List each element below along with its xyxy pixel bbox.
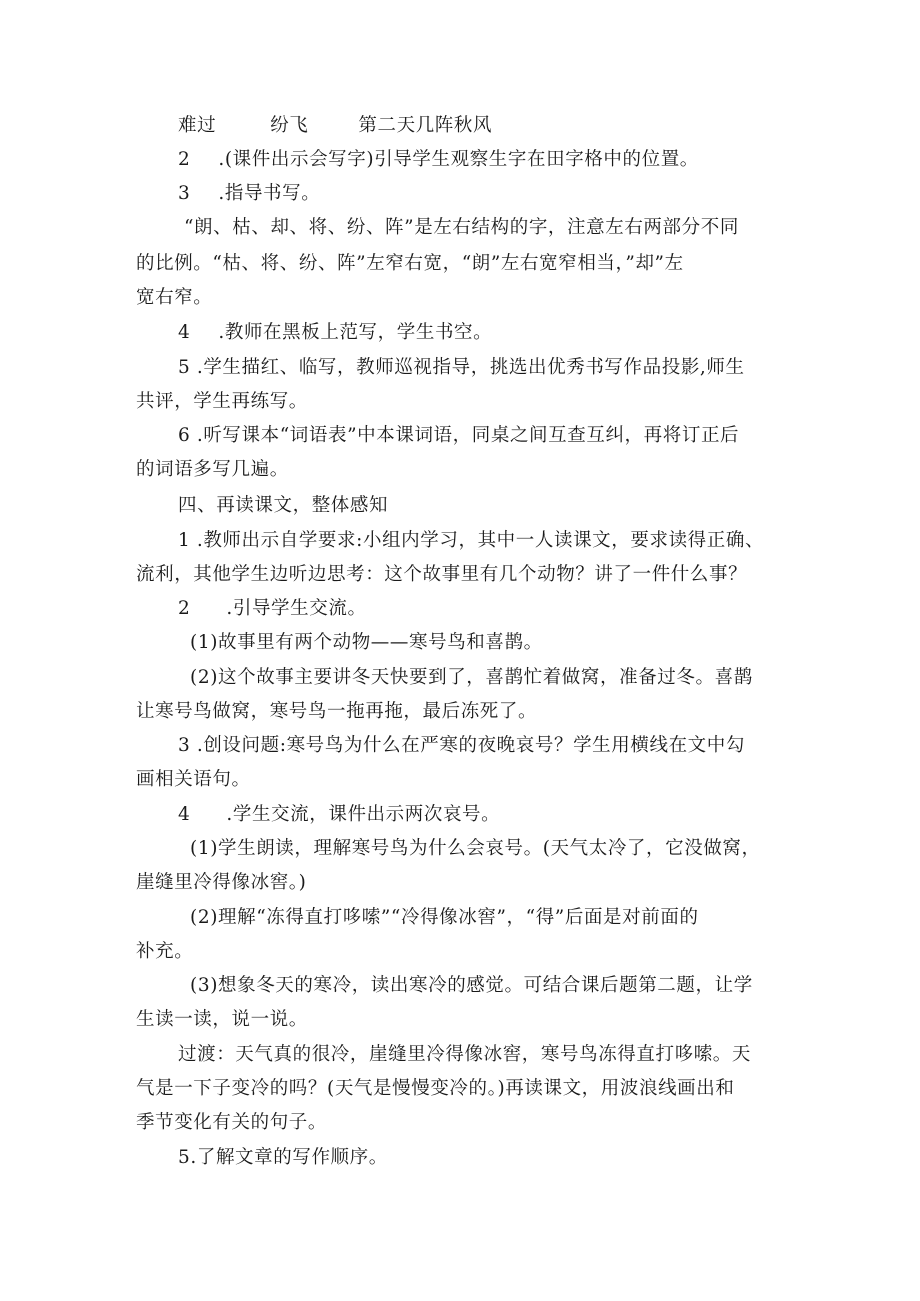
sub-item-line: (3)想象冬天的寒冷，读出寒冷的感觉。可结合课后题第二题，让学 (190, 975, 753, 996)
section-item-1-line: 流利，其他学生边听边思考：这个故事里有几个动物？讲了一件什么事？ (136, 564, 748, 585)
list-text: .(课件出示会写字)引导学生观察生字在田字格中的位置。 (218, 149, 699, 170)
section-heading: 四、再读课文，整体感知 (178, 495, 389, 516)
list-text: .指导书写。 (218, 183, 321, 204)
list-number: 3 (178, 183, 191, 204)
word-fenfei: 纷飞 (270, 115, 309, 136)
list-number: 4 (178, 804, 191, 825)
sub-item-line: 生读一读，说一说。 (136, 1009, 308, 1030)
section-item-4 (178, 803, 500, 827)
transition-line: 过渡：天气真的很冷，崖缝里冷得像冰窖，寒号鸟冻得直打哆嗦。天 (178, 1044, 752, 1065)
section-item-1-line: 1 .教师出示自学要求:小组内学习，其中一人读课文，要求读得正确、 (178, 530, 765, 551)
transition-line: 气是一下子变冷的吗？(天气是慢慢变冷的。)再读课文，用波浪线画出和 (136, 1078, 735, 1099)
sub-item-line: 崖缝里冷得像冰窖。) (136, 872, 307, 893)
word-autumn-wind: 第二天几阵秋风 (358, 115, 493, 136)
list-item-6-line: 的词语多写几遍。 (136, 459, 289, 480)
paragraph-line: 宽右窄。 (136, 287, 213, 308)
sub-item-line: (2)这个故事主要讲冬天快要到了，喜鹊忙着做窝，准备过冬。喜鹊 (190, 667, 753, 688)
list-number: 4 (178, 322, 191, 343)
sub-item-line: (1)学生朗读，理解寒号鸟为什么会哀号。(天气太冷了，它没做窝， (190, 838, 761, 859)
paragraph-line: 的比例。“枯、将、纷、阵”左窄右宽，“朗”左右宽窄相当，”却”左 (136, 253, 684, 274)
list-text: .学生交流，课件出示两次哀号。 (226, 804, 501, 825)
section-item-3-line: 画相关语句。 (136, 769, 251, 790)
sub-item-line: 补充。 (136, 941, 194, 962)
word-line (178, 114, 492, 138)
list-number: 2 (178, 149, 191, 170)
list-item-5-line: 共评，学生再练写。 (136, 391, 308, 412)
section-item-2 (178, 597, 367, 621)
sub-item: (1)故事里有两个动物——寒号鸟和喜鹊。 (190, 632, 543, 653)
list-item-5-line: 5 .学生描红、临写，教师巡视指导，挑选出优秀书写作品投影,师生 (178, 357, 745, 378)
paragraph-line: “朗、枯、却、将、纷、阵”是左右结构的字，注意左右两部分不同 (184, 217, 739, 238)
list-item-4 (178, 321, 492, 345)
section-item-3-line: 3 .创设问题:寒号鸟为什么在严寒的夜晚哀号？学生用横线在文中勾 (178, 735, 745, 756)
section-item-5: 5.了解文章的写作顺序。 (178, 1147, 388, 1168)
list-number: 2 (178, 598, 191, 619)
sub-item-line: (2)理解“冻得直打哆嗦”“冷得像冰窖”，“得”后面是对前面的 (190, 907, 699, 928)
sub-item-line: 让寒号鸟做窝，寒号鸟一拖再拖，最后冻死了。 (136, 701, 538, 722)
list-item-6-line: 6 .听写课本“词语表”中本课词语，同桌之间互查互纠，再将订正后 (178, 425, 740, 446)
list-item-3 (178, 182, 320, 206)
list-item-2 (178, 148, 699, 172)
word-nanguo: 难过 (178, 115, 217, 136)
transition-line: 季节变化有关的句子。 (136, 1112, 328, 1133)
list-text: .教师在黑板上范写，学生书空。 (218, 322, 493, 343)
list-text: .引导学生交流。 (226, 598, 367, 619)
